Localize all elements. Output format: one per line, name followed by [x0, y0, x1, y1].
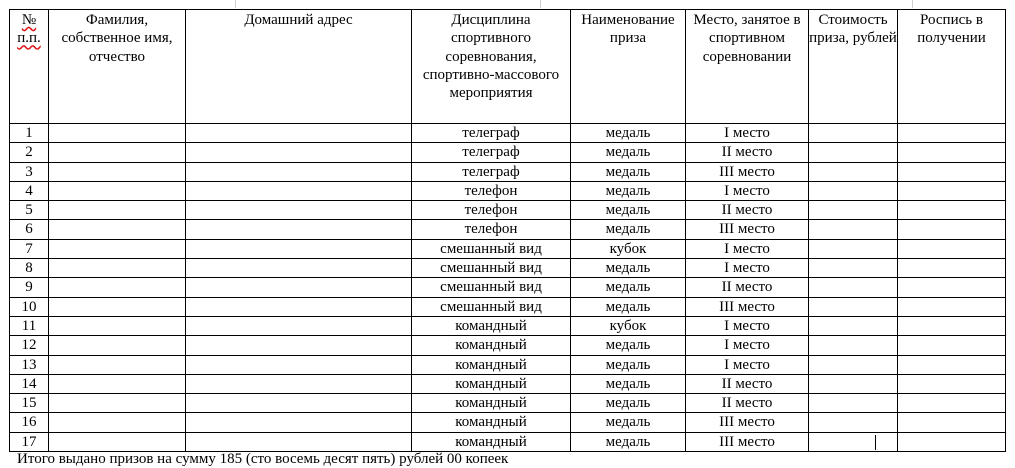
cell-number[interactable]: 2 — [10, 143, 49, 162]
cell-number[interactable]: 8 — [10, 259, 49, 278]
cell-prize[interactable]: медаль — [571, 162, 686, 181]
cell-number[interactable]: 13 — [10, 355, 49, 374]
cell-discipline[interactable]: командный — [412, 355, 571, 374]
cell-discipline[interactable]: телеграф — [412, 162, 571, 181]
table-row — [10, 162, 1006, 181]
cell-prize[interactable]: медаль — [571, 374, 686, 393]
table-row — [10, 297, 1006, 316]
cell-prize[interactable]: медаль — [571, 432, 686, 451]
cell-cost[interactable] — [809, 278, 898, 297]
cell-place[interactable]: I место — [686, 316, 809, 335]
cell-discipline[interactable]: смешанный вид — [412, 259, 571, 278]
cell-signature[interactable] — [898, 201, 1006, 220]
cell-place[interactable]: I место — [686, 239, 809, 258]
cell-place[interactable]: III место — [686, 413, 809, 432]
table-row — [10, 259, 1006, 278]
cell-discipline[interactable]: смешанный вид — [412, 297, 571, 316]
cell-discipline[interactable]: телеграф — [412, 143, 571, 162]
cell-number[interactable]: 12 — [10, 336, 49, 355]
cell-place[interactable]: I место — [686, 355, 809, 374]
cell-address[interactable] — [186, 181, 412, 200]
cell-number[interactable]: 11 — [10, 316, 49, 335]
cell-prize[interactable]: медаль — [571, 259, 686, 278]
cell-name[interactable] — [49, 316, 186, 335]
cell-cost[interactable] — [809, 220, 898, 239]
cell-address[interactable] — [186, 413, 412, 432]
cell-place[interactable]: II место — [686, 374, 809, 393]
cell-place[interactable]: III место — [686, 297, 809, 316]
cell-place[interactable]: II место — [686, 143, 809, 162]
ruler-mark — [912, 0, 913, 8]
cell-address[interactable] — [186, 374, 412, 393]
cell-cost[interactable] — [809, 374, 898, 393]
cell-discipline[interactable]: смешанный вид — [412, 278, 571, 297]
cell-discipline[interactable]: командный — [412, 394, 571, 413]
cell-place[interactable]: III место — [686, 432, 809, 451]
cell-discipline[interactable]: командный — [412, 316, 571, 335]
header-full-name[interactable]: Фамилия, собственное имя, отчество — [49, 10, 186, 124]
cell-cost[interactable] — [809, 355, 898, 374]
table-row — [10, 336, 1006, 355]
page-top-edge — [0, 0, 1015, 9]
cell-prize[interactable]: кубок — [571, 239, 686, 258]
text-cursor — [875, 435, 876, 450]
cell-prize[interactable]: медаль — [571, 201, 686, 220]
cell-prize[interactable]: медаль — [571, 413, 686, 432]
header-number[interactable] — [10, 10, 49, 124]
cell-address[interactable] — [186, 143, 412, 162]
cell-address[interactable] — [186, 394, 412, 413]
cell-number[interactable]: 17 — [10, 432, 49, 451]
cell-address[interactable] — [186, 316, 412, 335]
cell-address[interactable] — [186, 201, 412, 220]
cell-discipline[interactable]: телефон — [412, 201, 571, 220]
ruler-mark — [540, 0, 541, 8]
header-prize-cost[interactable]: Стоимость приза, рублей — [809, 10, 898, 124]
cell-address[interactable] — [186, 278, 412, 297]
cell-number[interactable]: 16 — [10, 413, 49, 432]
cell-name[interactable] — [49, 239, 186, 258]
cell-discipline[interactable]: телефон — [412, 220, 571, 239]
header-signature[interactable]: Роспись в получении — [898, 10, 1006, 124]
header-number-label: № п.п. — [17, 12, 41, 47]
header-place[interactable]: Место, занятое в спортивном соревновании — [686, 10, 809, 124]
cell-cost[interactable] — [809, 259, 898, 278]
cell-signature[interactable] — [898, 278, 1006, 297]
cell-cost[interactable] — [809, 124, 898, 143]
table-row — [10, 374, 1006, 393]
table-row — [10, 239, 1006, 258]
cell-cost[interactable] — [809, 413, 898, 432]
table-row — [10, 355, 1006, 374]
cell-signature[interactable] — [898, 316, 1006, 335]
cell-signature[interactable] — [898, 239, 1006, 258]
cell-signature[interactable] — [898, 355, 1006, 374]
cell-discipline[interactable]: командный — [412, 336, 571, 355]
cell-signature[interactable] — [898, 297, 1006, 316]
table-row — [10, 201, 1006, 220]
cell-place[interactable]: I место — [686, 124, 809, 143]
cell-signature[interactable] — [898, 143, 1006, 162]
cell-discipline[interactable]: телеграф — [412, 124, 571, 143]
table-row — [10, 394, 1006, 413]
cell-address[interactable] — [186, 162, 412, 181]
cell-cost[interactable] — [809, 394, 898, 413]
table-row — [10, 124, 1006, 143]
cell-place[interactable]: I место — [686, 259, 809, 278]
cell-cost[interactable] — [809, 201, 898, 220]
cell-signature[interactable] — [898, 220, 1006, 239]
cell-name[interactable] — [49, 220, 186, 239]
total-summary-text[interactable]: Итого выдано призов на сумму 185 (сто восемь десят пять) рублей 00 копеек — [17, 451, 509, 467]
cell-prize[interactable]: медаль — [571, 278, 686, 297]
cell-signature[interactable] — [898, 432, 1006, 451]
cell-cost[interactable] — [809, 336, 898, 355]
table-row — [10, 181, 1006, 200]
cell-signature[interactable] — [898, 413, 1006, 432]
table-row — [10, 278, 1006, 297]
cell-name[interactable] — [49, 143, 186, 162]
cell-name[interactable] — [49, 297, 186, 316]
table-header — [10, 10, 1006, 124]
cell-name[interactable] — [49, 201, 186, 220]
cell-place[interactable]: II место — [686, 201, 809, 220]
cell-prize[interactable]: медаль — [571, 355, 686, 374]
cell-number[interactable]: 15 — [10, 394, 49, 413]
cell-name[interactable] — [49, 394, 186, 413]
cell-prize[interactable]: медаль — [571, 220, 686, 239]
table-row — [10, 220, 1006, 239]
cell-number[interactable]: 10 — [10, 297, 49, 316]
cell-signature[interactable] — [898, 336, 1006, 355]
cell-address[interactable] — [186, 355, 412, 374]
cell-address[interactable] — [186, 220, 412, 239]
table-row — [10, 316, 1006, 335]
cell-address[interactable] — [186, 239, 412, 258]
ruler-mark — [235, 0, 236, 8]
cell-discipline[interactable]: телефон — [412, 181, 571, 200]
cell-cost[interactable] — [809, 432, 898, 451]
cell-cost[interactable] — [809, 181, 898, 200]
table-row — [10, 413, 1006, 432]
cell-signature[interactable] — [898, 259, 1006, 278]
table-body — [10, 124, 1006, 452]
cell-discipline[interactable]: командный — [412, 413, 571, 432]
cell-place[interactable]: II место — [686, 278, 809, 297]
cell-signature[interactable] — [898, 162, 1006, 181]
cell-name[interactable] — [49, 336, 186, 355]
cell-number[interactable]: 1 — [10, 124, 49, 143]
cell-prize[interactable]: медаль — [571, 394, 686, 413]
cell-signature[interactable] — [898, 394, 1006, 413]
cell-place[interactable]: III место — [686, 220, 809, 239]
cell-place[interactable]: I место — [686, 336, 809, 355]
cell-name[interactable] — [49, 259, 186, 278]
cell-name[interactable] — [49, 181, 186, 200]
cell-number[interactable]: 5 — [10, 201, 49, 220]
cell-cost[interactable] — [809, 239, 898, 258]
cell-address[interactable] — [186, 297, 412, 316]
prize-table — [9, 9, 1006, 452]
cell-cost[interactable] — [809, 162, 898, 181]
table-row — [10, 432, 1006, 451]
cell-number[interactable]: 7 — [10, 239, 49, 258]
cell-address[interactable] — [186, 336, 412, 355]
header-discipline[interactable]: Дисциплина спортивного соревнования, спортивно-массового мероприятия — [412, 10, 571, 124]
header-home-address[interactable]: Домашний адрес — [186, 10, 412, 124]
cell-address[interactable] — [186, 432, 412, 451]
cell-address[interactable] — [186, 124, 412, 143]
cell-prize[interactable]: медаль — [571, 297, 686, 316]
cell-place[interactable]: I место — [686, 181, 809, 200]
cell-prize[interactable]: медаль — [571, 124, 686, 143]
cell-number[interactable]: 14 — [10, 374, 49, 393]
cell-signature[interactable] — [898, 124, 1006, 143]
cell-cost[interactable] — [809, 143, 898, 162]
cell-name[interactable] — [49, 278, 186, 297]
cell-prize[interactable]: медаль — [571, 181, 686, 200]
cell-number[interactable]: 9 — [10, 278, 49, 297]
cell-signature[interactable] — [898, 374, 1006, 393]
cell-place[interactable]: III место — [686, 162, 809, 181]
cell-cost[interactable] — [809, 316, 898, 335]
table-row — [10, 143, 1006, 162]
cell-number[interactable]: 3 — [10, 162, 49, 181]
cell-discipline[interactable]: командный — [412, 432, 571, 451]
cell-signature[interactable] — [898, 181, 1006, 200]
cell-number[interactable]: 4 — [10, 181, 49, 200]
cell-prize[interactable]: медаль — [571, 143, 686, 162]
cell-name[interactable] — [49, 374, 186, 393]
cell-prize[interactable]: медаль — [571, 336, 686, 355]
cell-discipline[interactable]: смешанный вид — [412, 239, 571, 258]
cell-address[interactable] — [186, 259, 412, 278]
cell-name[interactable] — [49, 162, 186, 181]
cell-name[interactable] — [49, 355, 186, 374]
cell-name[interactable] — [49, 413, 186, 432]
cell-discipline[interactable]: командный — [412, 374, 571, 393]
header-prize-name[interactable]: Наименование приза — [571, 10, 686, 124]
cell-cost[interactable] — [809, 297, 898, 316]
cell-place[interactable]: II место — [686, 394, 809, 413]
cell-name[interactable] — [49, 124, 186, 143]
cell-name[interactable] — [49, 432, 186, 451]
cell-prize[interactable]: кубок — [571, 316, 686, 335]
cell-number[interactable]: 6 — [10, 220, 49, 239]
